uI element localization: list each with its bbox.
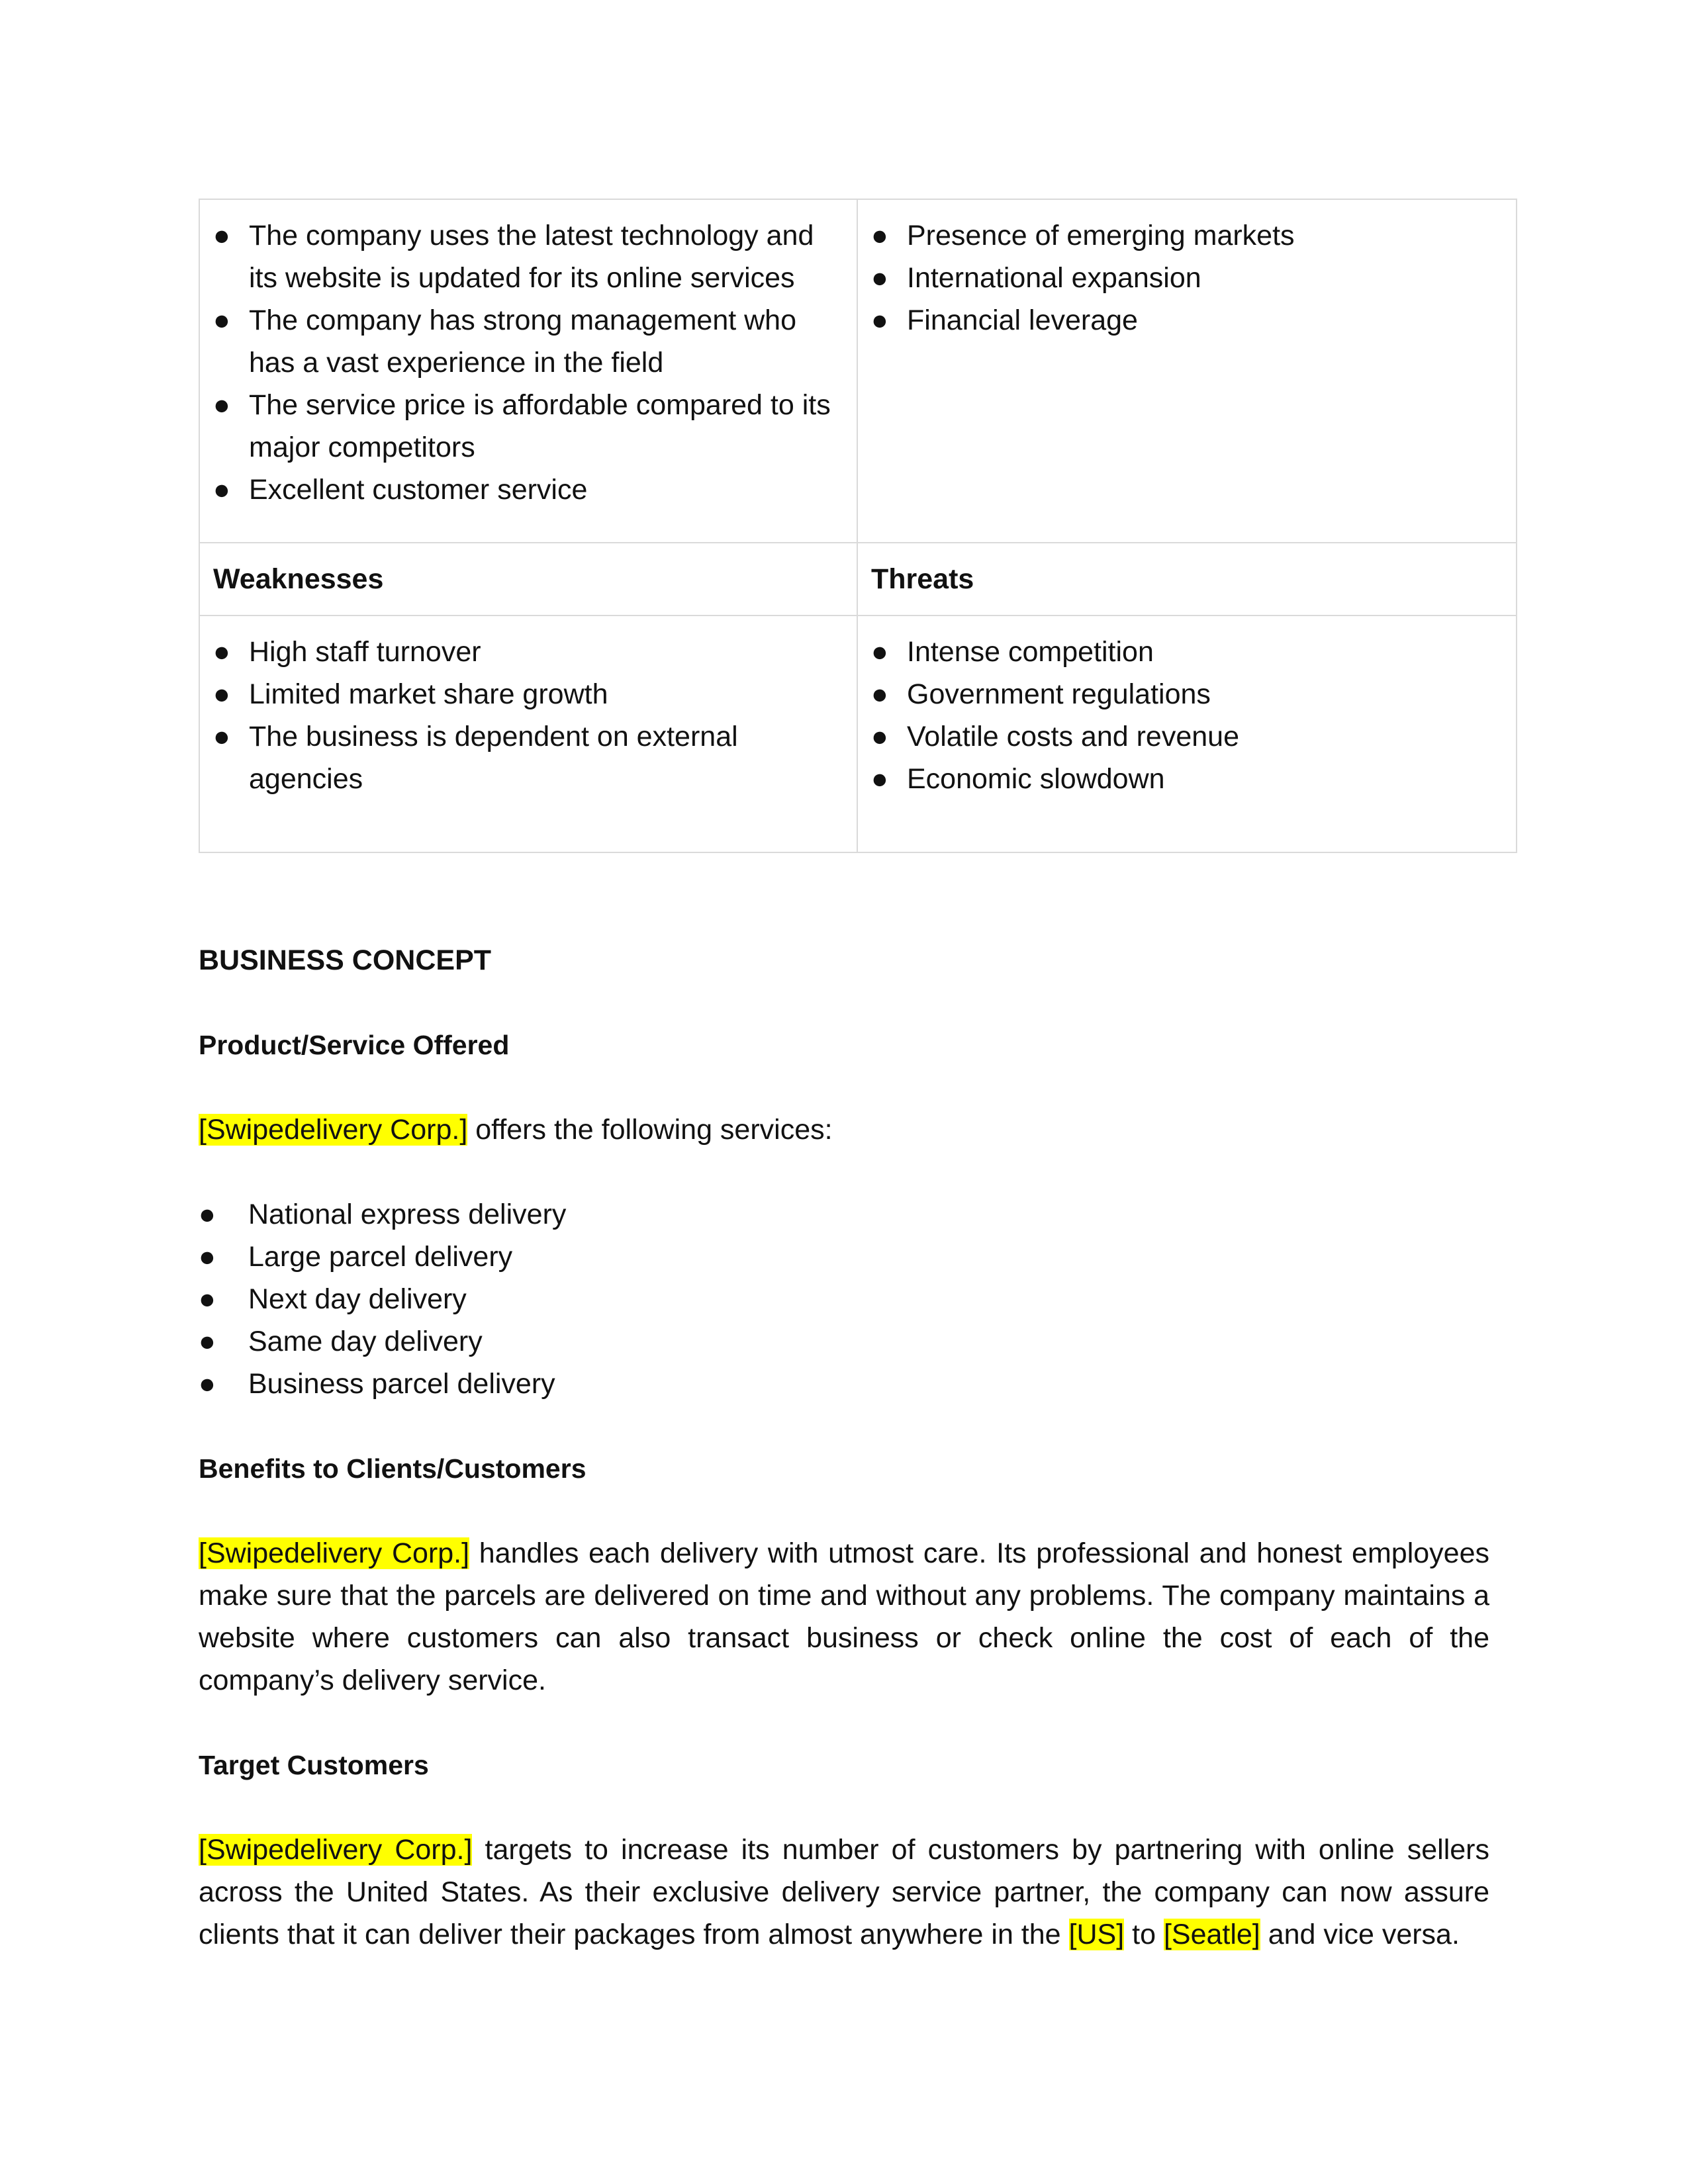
bullet-icon: ● — [199, 1368, 216, 1400]
bullet-icon: ● — [871, 304, 888, 336]
bullet-icon: ● — [871, 763, 888, 795]
threat-item-text: Government regulations — [907, 678, 1211, 710]
strengths-cell — [199, 199, 857, 543]
company-name-highlight: [Swipedelivery Corp.] — [199, 1537, 470, 1569]
bullet-icon: ● — [199, 1199, 216, 1230]
bullet-icon: ● — [213, 474, 230, 506]
strength-item-text: Excellent customer service — [249, 474, 588, 506]
weaknesses-cell — [199, 615, 857, 852]
bullet-icon: ● — [871, 678, 888, 710]
threat-item-text: Volatile costs and revenue — [907, 721, 1239, 752]
swot-heading-row — [199, 543, 1517, 615]
swot-table — [199, 199, 1517, 853]
weakness-item-text: Limited market share growth — [249, 678, 608, 710]
target-text-part1: targets to increase its number of customers by partnering with online sellers across the United States. As their exclusive delivery service partner, the company can now assure clients that it can deliver their packages from almost anywhere in the — [199, 1834, 1489, 1950]
target-text-part3: and vice versa. — [1260, 1919, 1460, 1950]
service-item — [199, 1278, 1489, 1320]
threat-item — [871, 631, 1503, 673]
service-item-text: Business parcel delivery — [248, 1368, 555, 1400]
opportunity-item — [871, 299, 1503, 341]
threat-item — [871, 673, 1503, 715]
threat-item-text: Intense competition — [907, 636, 1154, 668]
bullet-icon: ● — [199, 1326, 216, 1357]
service-item — [199, 1236, 1489, 1278]
opportunity-item-text: International expansion — [907, 262, 1201, 294]
product-service-heading: Product/Service Offered — [199, 1030, 510, 1060]
benefits-heading: Benefits to Clients/Customers — [199, 1453, 586, 1484]
service-item — [199, 1320, 1489, 1363]
product-intro-paragraph — [199, 1109, 1489, 1151]
service-item-text: Same day delivery — [248, 1326, 483, 1357]
bullet-icon: ● — [199, 1283, 216, 1315]
strength-item — [213, 469, 843, 511]
city-highlight: [Seatle] — [1163, 1919, 1260, 1950]
threat-item-text: Economic slowdown — [907, 763, 1165, 795]
country-highlight: [US] — [1068, 1919, 1125, 1950]
bullet-icon: ● — [871, 220, 888, 251]
weakness-item — [213, 631, 843, 673]
strength-item — [213, 384, 843, 469]
business-concept-heading: BUSINESS CONCEPT — [199, 944, 492, 976]
opportunities-list — [871, 214, 1503, 341]
swot-row-weaknesses-threats — [199, 615, 1517, 852]
opportunities-cell — [857, 199, 1517, 543]
service-item — [199, 1193, 1489, 1236]
opportunity-item-text: Financial leverage — [907, 304, 1138, 336]
strength-item — [213, 299, 843, 384]
bullet-icon: ● — [871, 262, 888, 294]
strength-item-text: The company uses the latest technology and its website is updated for its online services — [249, 220, 814, 294]
service-item-text: Next day delivery — [248, 1283, 467, 1315]
threats-heading: Threats — [857, 543, 1517, 615]
benefits-paragraph — [199, 1532, 1489, 1702]
weaknesses-heading: Weaknesses — [199, 543, 857, 615]
target-customers-heading: Target Customers — [199, 1750, 429, 1780]
bullet-icon: ● — [213, 678, 230, 710]
opportunity-item — [871, 257, 1503, 299]
strength-item-text: The service price is affordable compared to its major competitors — [249, 389, 831, 463]
services-list — [199, 1193, 1489, 1405]
swot-row-strengths-opportunities — [199, 199, 1517, 543]
bullet-icon: ● — [213, 389, 230, 421]
strength-item — [213, 214, 843, 299]
opportunity-item-text: Presence of emerging markets — [907, 220, 1295, 251]
page-content — [199, 199, 1489, 1956]
target-text-part2: to — [1124, 1919, 1164, 1950]
bullet-icon: ● — [213, 220, 230, 251]
company-name-highlight: [Swipedelivery Corp.] — [199, 1834, 473, 1866]
threats-cell — [857, 615, 1517, 852]
service-item-text: National express delivery — [248, 1199, 567, 1230]
weakness-item — [213, 673, 843, 715]
threats-list — [871, 631, 1503, 800]
strength-item-text: The company has strong management who has a vast experience in the field — [249, 304, 797, 379]
bullet-icon: ● — [871, 721, 888, 752]
bullet-icon: ● — [871, 636, 888, 668]
weakness-item-text: The business is dependent on external agencies — [249, 721, 738, 795]
threat-item — [871, 758, 1503, 800]
bullet-icon: ● — [199, 1241, 216, 1273]
opportunity-item — [871, 214, 1503, 257]
product-intro-text: offers the following services: — [467, 1114, 833, 1146]
bullet-icon: ● — [213, 304, 230, 336]
service-item — [199, 1363, 1489, 1405]
service-item-text: Large parcel delivery — [248, 1241, 513, 1273]
target-customers-paragraph — [199, 1829, 1489, 1956]
threat-item — [871, 715, 1503, 758]
strengths-list — [213, 214, 843, 511]
weakness-item-text: High staff turnover — [249, 636, 481, 668]
weaknesses-list — [213, 631, 843, 800]
benefits-text: handles each delivery with utmost care. Its professional and honest employees make sure that the parcels are delivered on time and without any problems. The company maintains a website where customers can also transact business or check online the cost of each of the company’s delivery service. — [199, 1537, 1490, 1696]
weakness-item — [213, 715, 843, 800]
bullet-icon: ● — [213, 721, 230, 752]
bullet-icon: ● — [213, 636, 230, 668]
company-name-highlight: [Swipedelivery Corp.] — [199, 1114, 468, 1146]
